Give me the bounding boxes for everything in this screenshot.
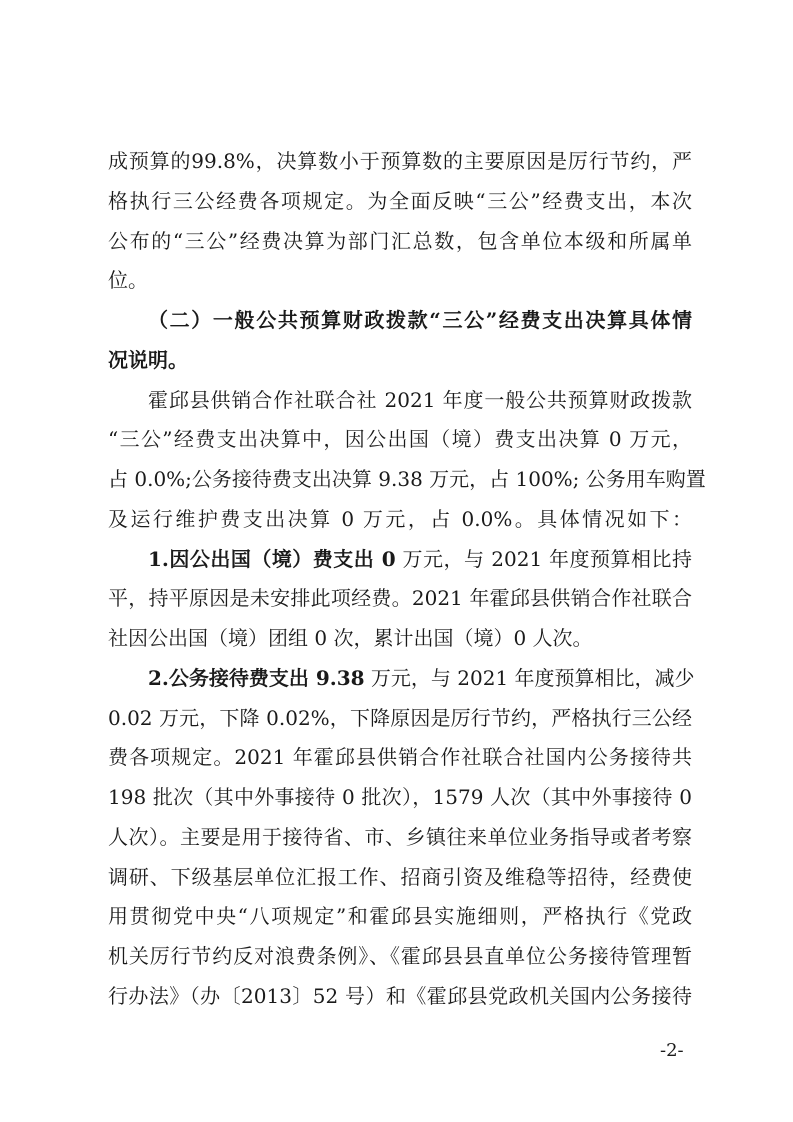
text-line bbox=[108, 858, 692, 898]
text-line bbox=[108, 341, 692, 381]
bold-text: 况说明。 bbox=[108, 347, 188, 372]
line-text: 万元，与 2021 年度预算相比持 bbox=[395, 546, 692, 571]
line-text: 霍邱县供销合作社联合社 2021 年度一般公共预算财政拨款 bbox=[148, 387, 692, 412]
text-line bbox=[108, 301, 692, 341]
text-line bbox=[108, 182, 692, 222]
text-line bbox=[108, 222, 692, 262]
line-text: 平，持平原因是未安排此项经费。2021 年霍邱县供销合作社联合 bbox=[108, 586, 692, 611]
text-line bbox=[108, 142, 692, 182]
line-text: 及运行维护费支出决算 0 万元，占 0.0%。具体情况如下： bbox=[108, 506, 692, 531]
document-body bbox=[108, 142, 706, 1017]
text-line bbox=[108, 500, 692, 540]
bold-text: 2.公务接待费支出 9.38 bbox=[148, 665, 365, 690]
line-text: 0.02 万元，下降 0.02%，下降原因是厉行节约，严格执行三公经 bbox=[108, 705, 692, 730]
text-line bbox=[108, 937, 692, 977]
text-line bbox=[108, 778, 692, 818]
text-line bbox=[108, 659, 695, 699]
text-line bbox=[108, 261, 692, 301]
page-number: -2- bbox=[660, 1040, 684, 1061]
text-line bbox=[108, 460, 706, 500]
line-text: 格执行三公经费各项规定。为全面反映“三公”经费支出，本次 bbox=[108, 188, 692, 213]
text-line bbox=[108, 818, 692, 858]
line-text: 用贯彻党中央“八项规定”和霍邱县实施细则，严格执行《党政 bbox=[108, 904, 692, 929]
text-line bbox=[108, 619, 692, 659]
line-text: 行办法》（办〔2013〕52 号）和《霍邱县党政机关国内公务接待 bbox=[108, 983, 692, 1008]
line-text: “三公”经费支出决算中，因公出国（境）费支出决算 0 万元， bbox=[108, 427, 692, 452]
line-text: 费各项规定。2021 年霍邱县供销合作社联合社国内公务接待共 bbox=[108, 745, 692, 770]
line-text: 公布的“三公”经费决算为部门汇总数，包含单位本级和所属单 bbox=[108, 228, 692, 253]
text-line bbox=[108, 738, 692, 778]
line-text: 成预算的99.8%，决算数小于预算数的主要原因是厉行节约，严 bbox=[108, 149, 692, 173]
text-line bbox=[108, 977, 692, 1017]
line-text: 机关厉行节约反对浪费条例》、《霍邱县县直单位公务接待管理暂 bbox=[108, 944, 692, 968]
line-text: 198 批次（其中外事接待 0 批次），1579 人次（其中外事接待 0 bbox=[108, 785, 692, 809]
line-text: 调研、下级基层单位汇报工作、招商引资及维稳等招待，经费使 bbox=[108, 864, 692, 889]
bold-text: （二）一般公共预算财政拨款“三公”经费支出决算具体情 bbox=[148, 308, 692, 332]
line-text: 人次）。主要是用于接待省、市、乡镇往来单位业务指导或者考察 bbox=[108, 824, 692, 849]
text-line bbox=[108, 420, 692, 460]
text-line bbox=[108, 579, 692, 619]
text-line bbox=[108, 699, 692, 739]
line-text: 万元，与 2021 年度预算相比，减少 bbox=[364, 665, 695, 690]
line-text: 占 0.0%;公务接待费支出决算 9.38 万元，占 100%; 公务用车购置 bbox=[108, 467, 706, 491]
line-text: 社因公出国（境）团组 0 次，累计出国（境）0 人次。 bbox=[108, 626, 593, 650]
text-line bbox=[108, 540, 692, 580]
bold-text: 1.因公出国（境）费支出 0 bbox=[148, 546, 396, 571]
text-line bbox=[108, 897, 692, 937]
text-line bbox=[108, 381, 692, 421]
line-text: 位。 bbox=[108, 268, 148, 293]
